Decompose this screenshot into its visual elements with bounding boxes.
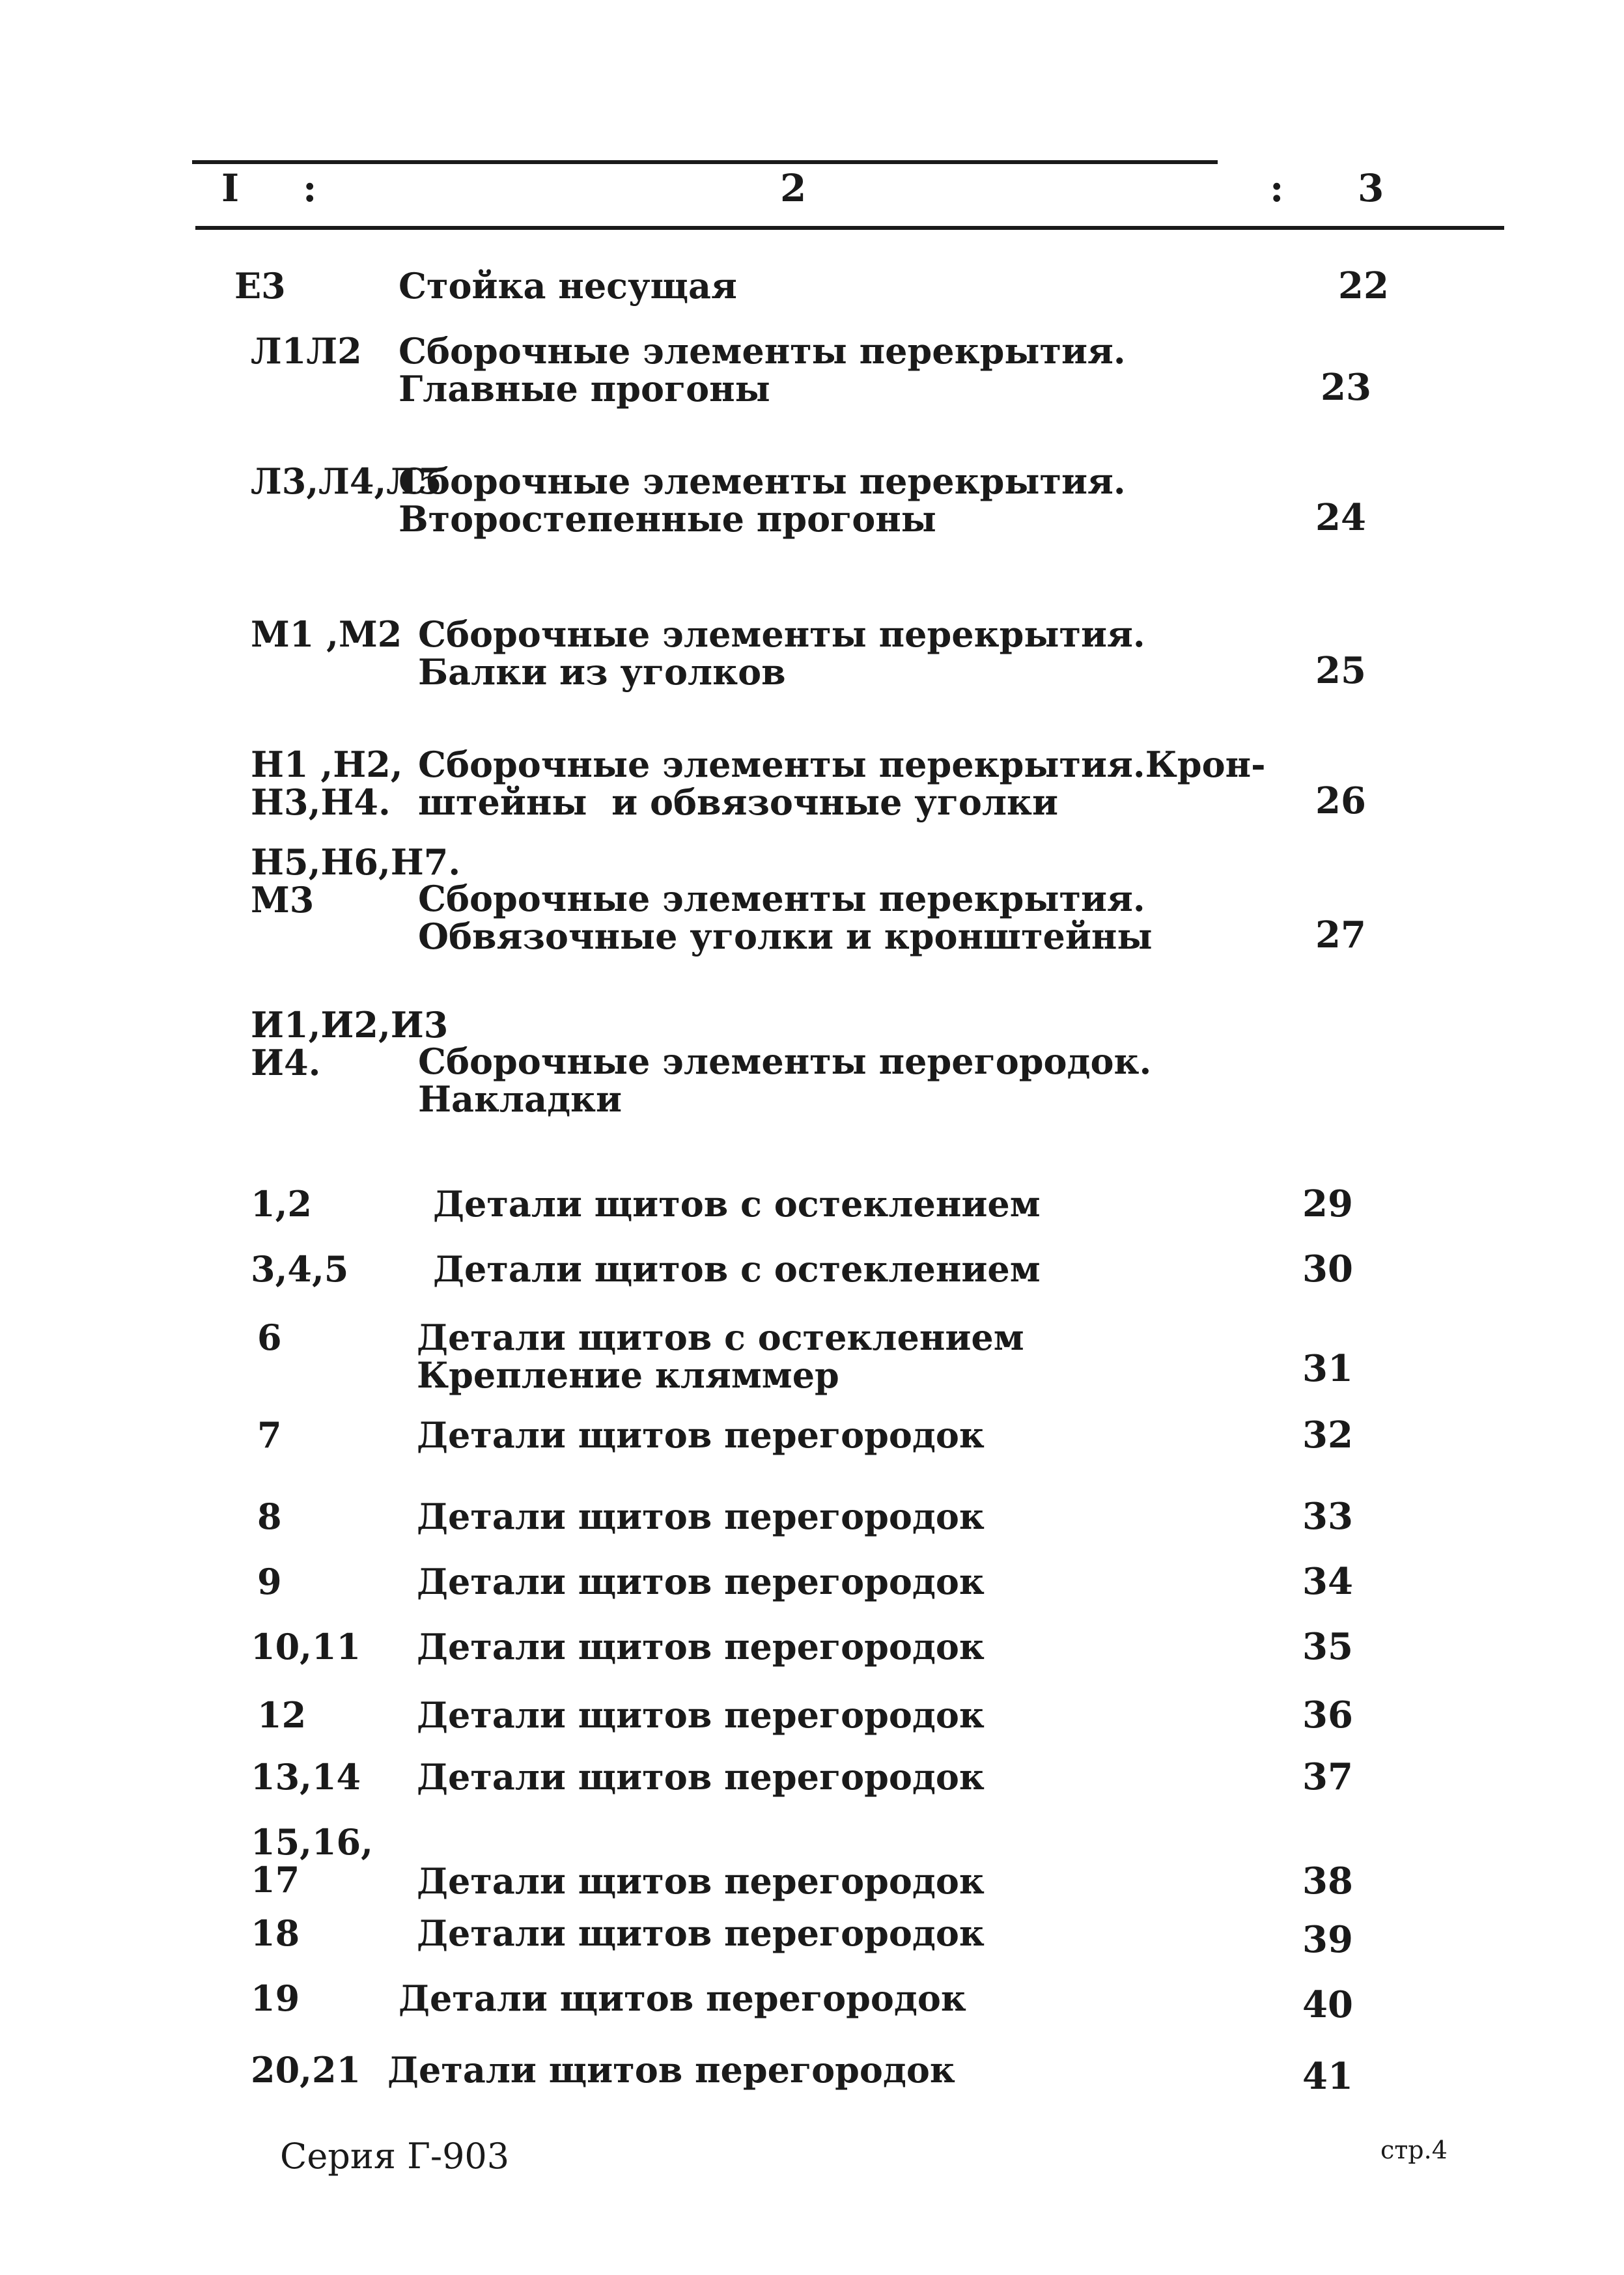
row-page: 22 [1338,264,1389,307]
sheet-label: стр.4 [1380,2136,1448,2164]
row-description: Детали щитов с остеклением Крепление кляммер [417,1317,1024,1396]
row-code: 10,11 [251,1626,361,1668]
series-label: Серия Г-903 [280,2136,510,2177]
row-description: Детали щитов перегородок [417,1912,985,1954]
row-page: 29 [1302,1182,1353,1225]
row-description: Детали щитов с остеклением [433,1248,1041,1290]
row-description: Сборочные элементы перекрытия. Главные прогоны [399,330,1126,410]
row-page: 38 [1302,1860,1353,1903]
header-col2: 2 [780,166,807,210]
header-col1: I [221,166,240,210]
row-page: 26 [1315,779,1366,822]
row-code: М1 ,М2 [251,613,402,655]
row-code: 8 [257,1496,282,1537]
row-code: 19 [251,1977,300,2019]
row-description: Детали щитов перегородок [417,1694,985,1736]
row-description: Детали щитов перегородок [417,1496,985,1537]
row-page: 31 [1302,1347,1353,1390]
row-code: 7 [257,1414,282,1456]
row-description: Сборочные элементы перегородок. Накладки [418,1040,1152,1120]
row-description: Детали щитов перегородок [399,1977,966,2019]
row-page: 27 [1315,914,1366,956]
row-description: Стойка несущая [399,265,737,307]
top-rule [192,160,1218,164]
row-page: 30 [1302,1248,1353,1291]
row-description: Сборочные элементы перекрытия.Крон- штейны и обвязочные уголки [418,744,1266,823]
row-page: 32 [1302,1414,1353,1457]
row-page: 33 [1302,1495,1353,1538]
row-description: Сборочные элементы перекрытия. Второстепенные прогоны [399,460,1126,540]
row-description: Детали щитов перегородок [417,1561,985,1602]
header-sep1: : [303,166,317,210]
row-description: Детали щитов перегородок [417,1626,985,1668]
row-page: 35 [1302,1625,1353,1668]
row-description: Детали щитов с остеклением [433,1183,1041,1225]
row-code: 9 [257,1561,282,1602]
row-code: И1,И2,И3 И4. [251,1004,449,1083]
row-code: 3,4,5 [251,1248,349,1290]
row-code: 13,14 [251,1756,361,1798]
header-sep2: : [1270,166,1284,210]
row-description: Сборочные элементы перекрытия. Балки из уголков [418,613,1145,693]
row-page: 23 [1321,366,1371,409]
header-bottom-rule [195,226,1504,230]
row-code: 18 [251,1912,300,1954]
row-page: 24 [1315,496,1366,539]
row-description: Детали щитов перегородок [387,2049,955,2091]
row-page: 34 [1302,1560,1353,1603]
row-page: 41 [1302,2055,1353,2098]
row-description: Детали щитов перегородок [417,1414,985,1456]
row-description: Сборочные элементы перекрытия. Обвязочные уголки и кронштейны [418,878,1153,957]
row-page: 39 [1302,1918,1353,1961]
row-code: Л1Л2 [251,330,362,372]
row-description: Детали щитов перегородок [417,1860,985,1902]
row-page: 37 [1302,1755,1353,1798]
row-code: 6 [257,1317,282,1358]
header-col3: 3 [1358,166,1384,210]
row-code: Л3,Л4,Л5 [251,460,442,502]
row-page: 25 [1315,649,1366,692]
row-page: 36 [1302,1694,1353,1737]
row-code: 15,16, 17 [251,1821,373,1901]
row-code: Н5,Н6,Н7. М3 [251,841,461,921]
row-code: 20,21 [251,2049,361,2091]
row-code: 1,2 [251,1183,312,1225]
row-code: E3 [234,265,286,307]
row-description: Детали щитов перегородок [417,1756,985,1798]
row-page: 40 [1302,1983,1353,2026]
row-code: 12 [257,1694,307,1736]
row-code: Н1 ,Н2, Н3,Н4. [251,744,403,823]
